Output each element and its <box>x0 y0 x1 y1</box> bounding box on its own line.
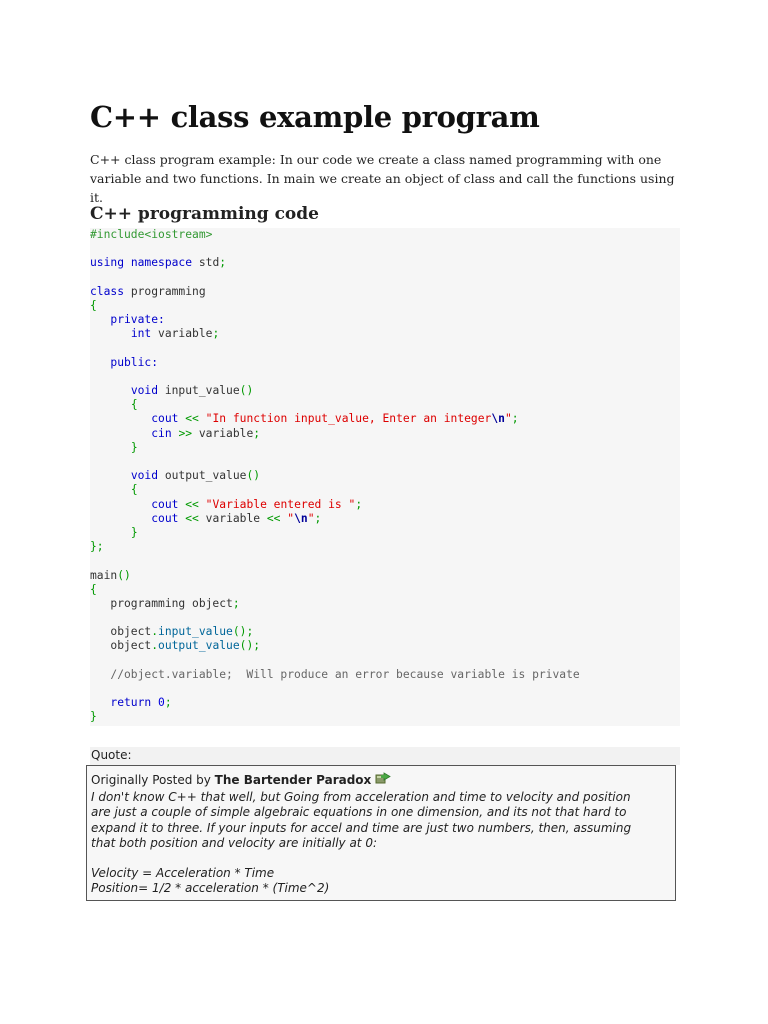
code-block[interactable] <box>90 228 680 726</box>
code-quote-2: " <box>287 511 295 525</box>
kw-void-2: void <box>130 469 159 483</box>
posted-by-prefix: Originally Posted by <box>91 773 215 788</box>
code-fn-output: output_value <box>158 469 247 483</box>
code-fn-input: input_value <box>158 384 240 398</box>
kw-cout-1: cout <box>151 412 179 426</box>
code-escape-1: \n <box>491 412 505 426</box>
quote-label: Quote: <box>91 748 132 762</box>
code-main: main <box>90 568 118 582</box>
kw-class: class <box>90 284 125 298</box>
code-string-1: "In function input_value, Enter an integer <box>205 412 492 426</box>
code-var-out: variable <box>198 511 267 525</box>
code-var-read: variable <box>192 426 254 440</box>
code-escape-2: \n <box>294 511 308 525</box>
quote-formula-velocity: Velocity = Acceleration * Time <box>91 866 275 881</box>
quote-line: I don't know C++ that well, but Going from acceleration and time to velocity and position <box>91 790 631 805</box>
code-obj-decl: programming object <box>90 596 233 610</box>
quote-body <box>91 790 671 896</box>
quote-line: expand it to three. If your inputs for accel and time are just two numbers, then, assuming <box>91 820 632 835</box>
section-heading: C++ programming code <box>90 204 319 224</box>
kw-return: return <box>110 696 152 710</box>
code-method-input: input_value <box>158 625 233 639</box>
quote-line: are just a couple of simple algebraic equations in one dimension, and its not that hard to <box>91 805 627 820</box>
code-comment: //object.variable; Will produce an error because variable is private <box>90 667 580 681</box>
code-obj-1: object <box>90 625 152 639</box>
code-class-name: programming <box>124 284 206 298</box>
code-obj-2: object <box>90 639 152 653</box>
code-quote-1: " <box>504 412 512 426</box>
kw-using: using <box>90 256 125 270</box>
kw-cout-3: cout <box>151 511 179 525</box>
code-std: std <box>192 256 220 270</box>
kw-int: int <box>130 327 152 341</box>
kw-cout-2: cout <box>151 497 179 511</box>
code-include: #include<iostream> <box>90 228 213 241</box>
quote-attribution <box>91 772 671 789</box>
code-variable-decl: variable <box>151 327 213 341</box>
code-method-output: output_value <box>158 639 240 653</box>
intro-line-1: C++ class program example: In our code we create a class named programming with one <box>90 152 662 167</box>
kw-namespace: namespace <box>130 256 193 270</box>
code-quote-3: " <box>307 511 315 525</box>
kw-void-1: void <box>130 384 159 398</box>
intro-paragraph <box>90 150 680 207</box>
quote-header <box>90 747 680 765</box>
quote-formula-position: Position= 1/2 * acceleration * (Time^2) <box>91 881 330 896</box>
kw-private: private: <box>110 313 165 327</box>
code-listing: #include<iostream> using namespace std; class programming { private: int variable; public: void input_value() { cout << "In function input_value, Enter an integer\n"; cin >> variable; } void output_value() { cout << "Variable entered is "; cout << variable << "\n"; } }; main() { programming object; object.input_value(); object.output_value(); //object.variable; Will produce an error because variable is private return 0; } <box>90 228 580 724</box>
code-zero: 0 <box>158 696 165 710</box>
kw-cin: cin <box>151 426 172 440</box>
view-post-icon[interactable] <box>375 772 393 789</box>
quote-line: that both position and velocity are initially at 0: <box>91 835 378 850</box>
quote-author: The Bartender Paradox <box>214 773 372 788</box>
intro-line-2: variable and two functions. In main we create an object of class and call the functions using it. <box>90 171 675 205</box>
quote-box <box>86 765 676 901</box>
code-string-2: "Variable entered is " <box>205 497 356 511</box>
kw-public: public: <box>110 355 159 369</box>
page-title: C++ class example program <box>90 100 540 134</box>
